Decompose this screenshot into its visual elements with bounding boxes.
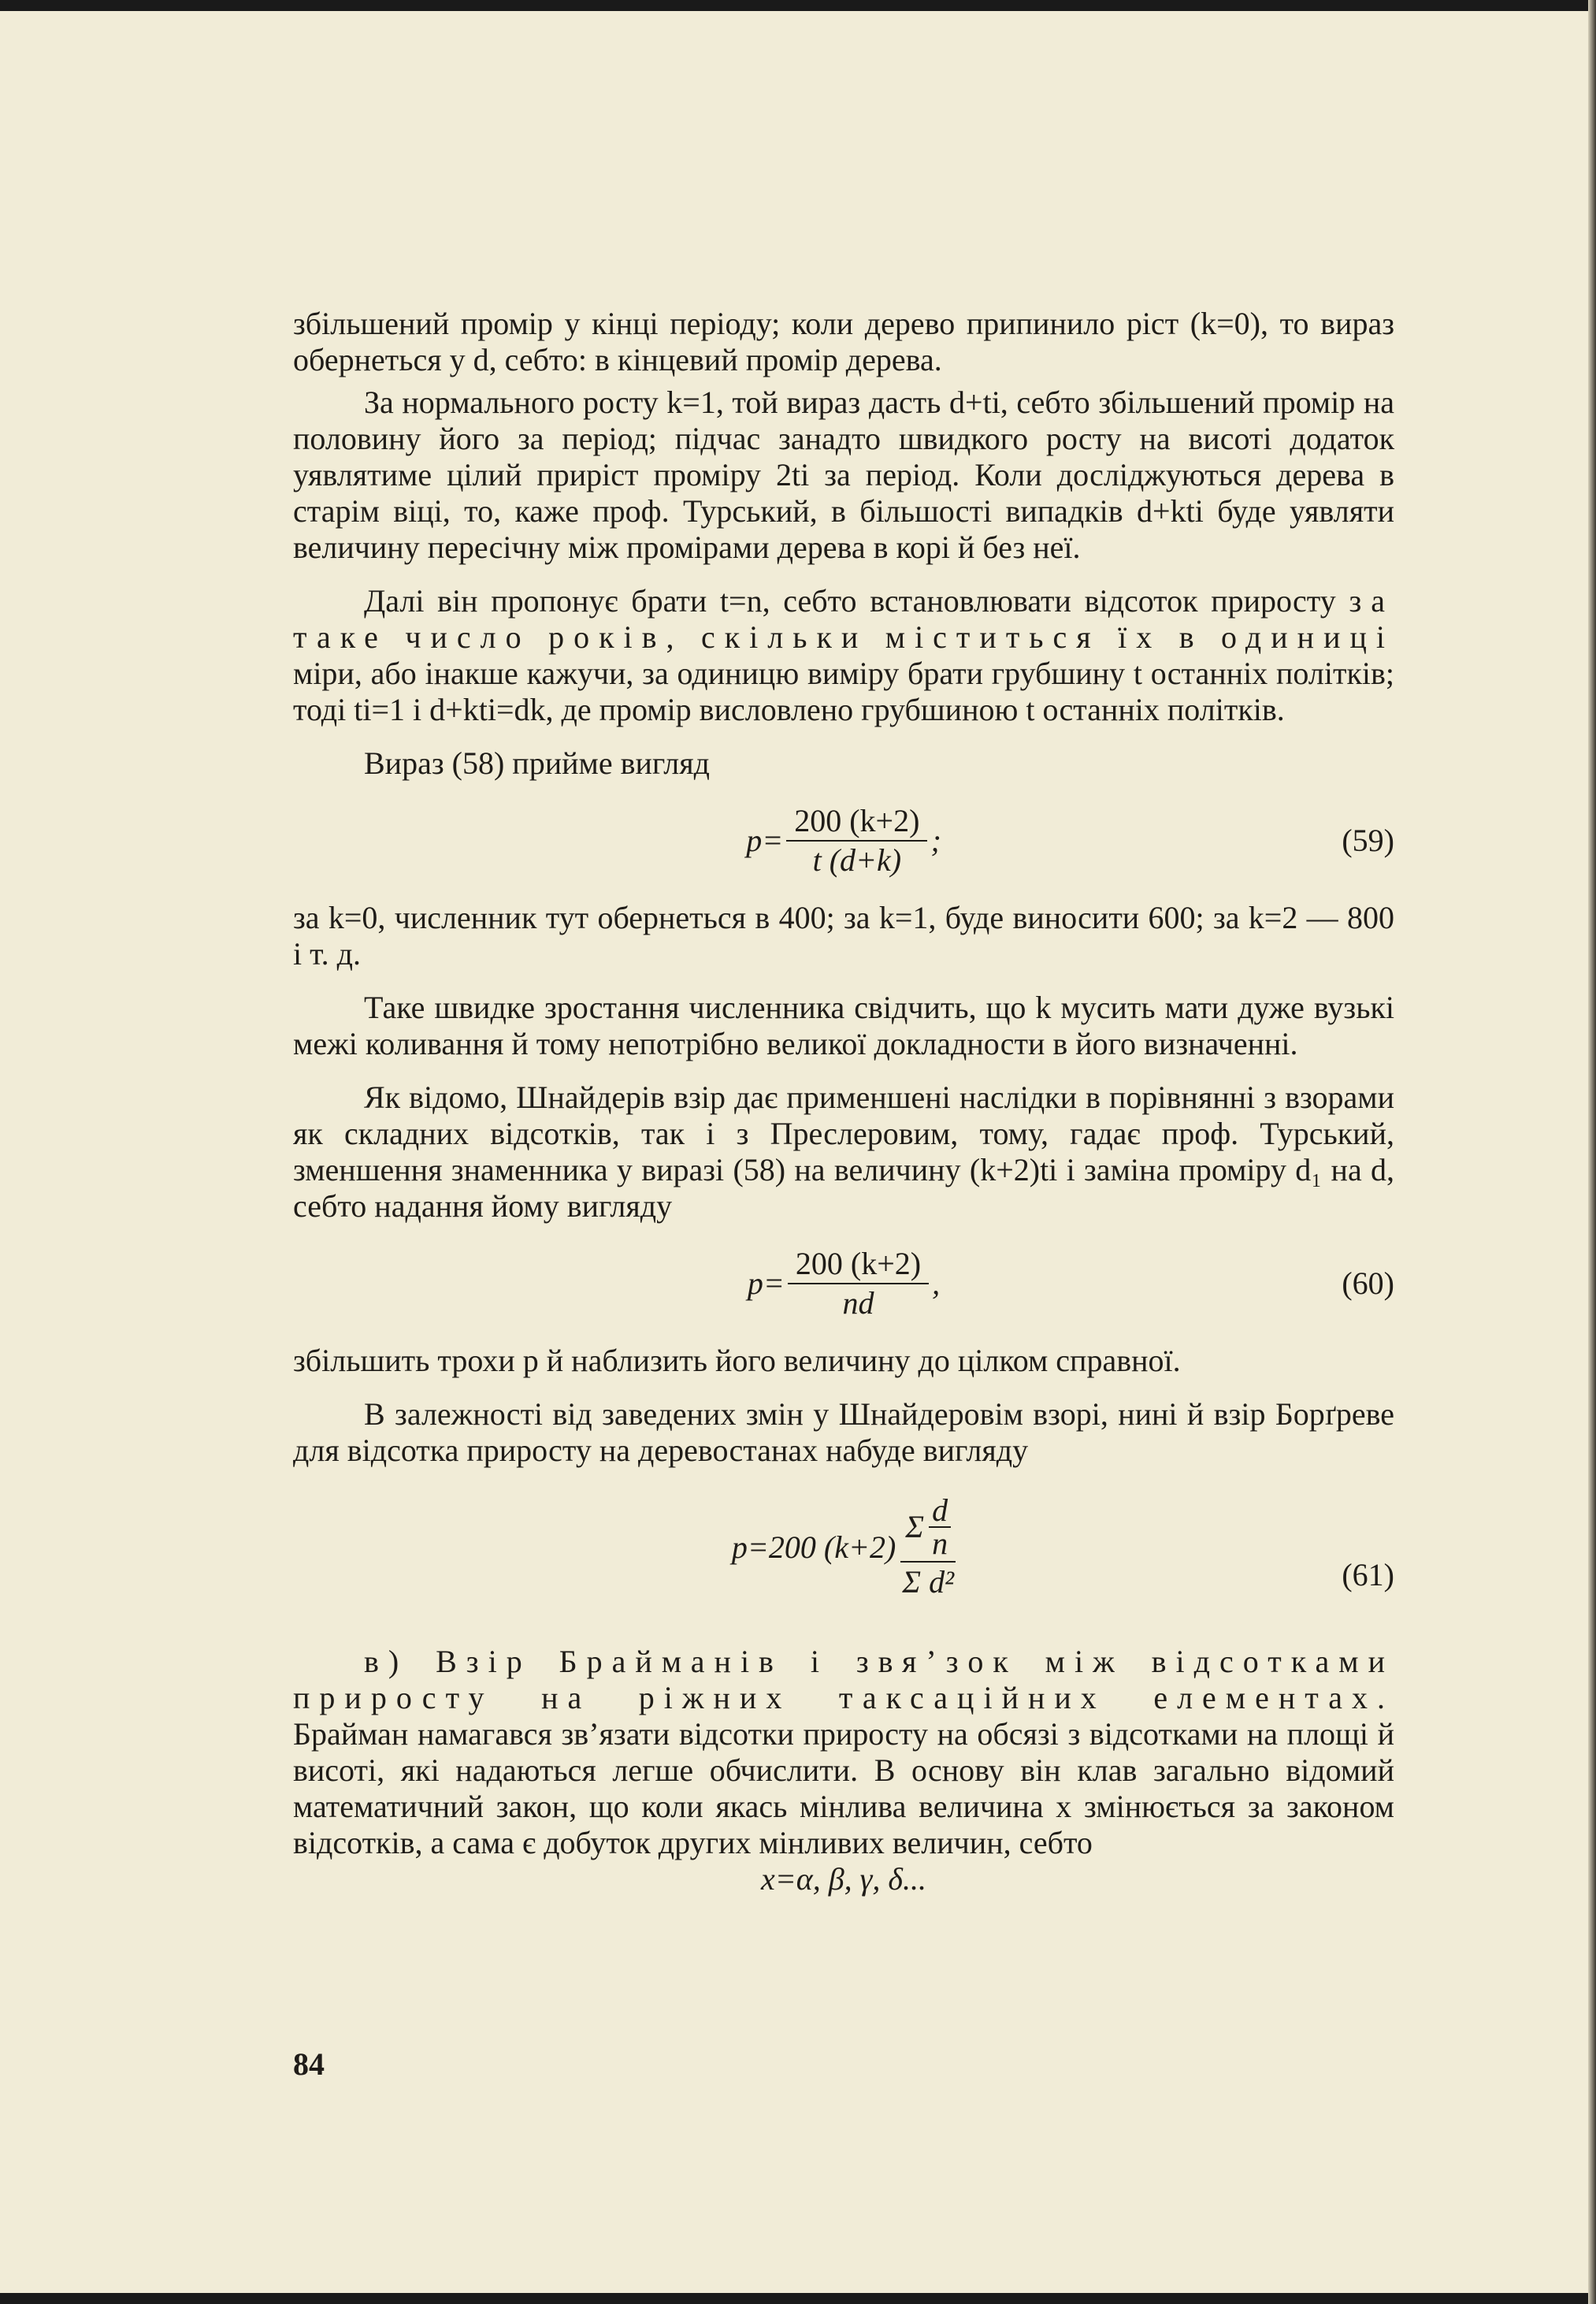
page-number: 84 [293, 2046, 325, 2082]
paragraph-5: за k=0, численник тут обернеться в 400; за k=1, буде виносити 600; за k=2 — 800 і т. д. [293, 900, 1394, 972]
formula-59-numerator: 200 (k+2) [786, 804, 927, 842]
page-text [293, 306, 1394, 1897]
formula-61-numerator [900, 1492, 956, 1563]
paragraph-3 [293, 583, 1394, 728]
paragraph-10-text: Брайман намагався зв’язати відсотки приросту на обсязі з відсотками на площі й висоті, які надаються легше обчислити. В основу він клав загально відомий математичний закон, що коли якась мінлива величина x змінюється за законом відсотків, а сама є добуток других мінливих величин, себто [293, 1716, 1394, 1860]
formula-59-tail: ; [930, 823, 941, 858]
formula-59-label: (59) [1342, 823, 1394, 858]
paragraph-10-spaced-heading: в) Взір Брайманів і звя’зок між відсотками приросту на ріжних таксаційних елементах. [293, 1644, 1394, 1715]
paragraph-9: В залежності від заведених змін у Шнайдеровім взорі, нині й взір Борґреве для відсотка приросту на деревостанах набуде вигляду [293, 1396, 1394, 1468]
formula-60 [293, 1232, 1394, 1335]
formula-product: x=α, β, γ, δ... [760, 1861, 927, 1897]
formula-61-label: (61) [1342, 1557, 1394, 1592]
formula-61-lhs: p=200 (k+2) [731, 1529, 896, 1565]
formula-60-tail: , [932, 1265, 941, 1301]
formula-61-inner-fraction [929, 1492, 951, 1561]
formula-59-fraction [786, 804, 927, 878]
paragraph-2: За нормального росту k=1, той вираз дасть d+ti, себто збільшений промір на половину його за період; підчас занадто швидкого росту на висоті додаток уявлятиме цілий приріст проміру 2ti за період. Коли досліджуються дерева в старім віці, то, каже проф. Турський, в більшості випадків d+kti буде уявляти величину пересічну між промірами дерева в корі й без неї. [293, 385, 1394, 565]
formula-59-denominator: t (d+k) [812, 842, 902, 878]
formula-60-label: (60) [1342, 1265, 1394, 1301]
formula-60-denominator: nd [842, 1285, 874, 1321]
formula-60-numerator: 200 (k+2) [788, 1247, 929, 1284]
formula-61-denominator: Σ d² [902, 1564, 955, 1600]
formula-61-inner-num: d [929, 1495, 951, 1528]
scan-bottom-border [0, 2293, 1596, 2304]
paragraph-1: збільшений промір у кінці періоду; коли дерево припинило ріст (k=0), то вираз обернеться у d, себто: в кінцевий промір дерева. [293, 306, 1394, 377]
scan-right-edge [1588, 0, 1596, 2304]
paragraph-10 [293, 1644, 1394, 1861]
paragraph-3-spaced: за таке число років, скільки міститься їх в одиниці [293, 583, 1394, 655]
paragraph-4: Вираз (58) прийме вигляд [364, 745, 710, 781]
formula-61-inner-den: n [932, 1525, 948, 1561]
paragraph-3-start: Далі він пропонує брати t=n, себто встановлювати відсоток приросту [364, 583, 1349, 619]
formula-60-lhs: p= [747, 1265, 785, 1301]
formula-61 [293, 1469, 1394, 1626]
scan-top-border [0, 0, 1596, 11]
formula-61-sigma: Σ [905, 1509, 925, 1544]
paragraph-3-end: міри, або інакше кажучи, за одиницю виміру брати грубшину t останніх політків; тоді ti=1 і d+kti=dk, де промір висловлено грубшиною t останніх політків. [293, 656, 1394, 727]
formula-59 [293, 790, 1394, 892]
paragraph-8: збільшить трохи p й наблизить його величину до цілком справної. [293, 1343, 1181, 1378]
formula-59-lhs: p= [746, 823, 784, 858]
paragraph-7: Як відомо, Шнайдерів взір дає применшені наслідки в порівнянні з взорами як складних відсотків, так і з Преслеровим, тому, гадає проф. Турський, зменшення знаменника у виразі (58) на величину (k+2)ti і заміна проміру d₁ на d, себто надання йому вигляду [293, 1080, 1394, 1224]
paragraph-6: Таке швидке зростання численника свідчить, що k мусить мати дуже вузькі межі коливання й тому непотрібно великої докладности в його визначенні. [293, 990, 1394, 1061]
formula-61-fraction [900, 1492, 956, 1600]
formula-60-fraction [788, 1247, 929, 1321]
